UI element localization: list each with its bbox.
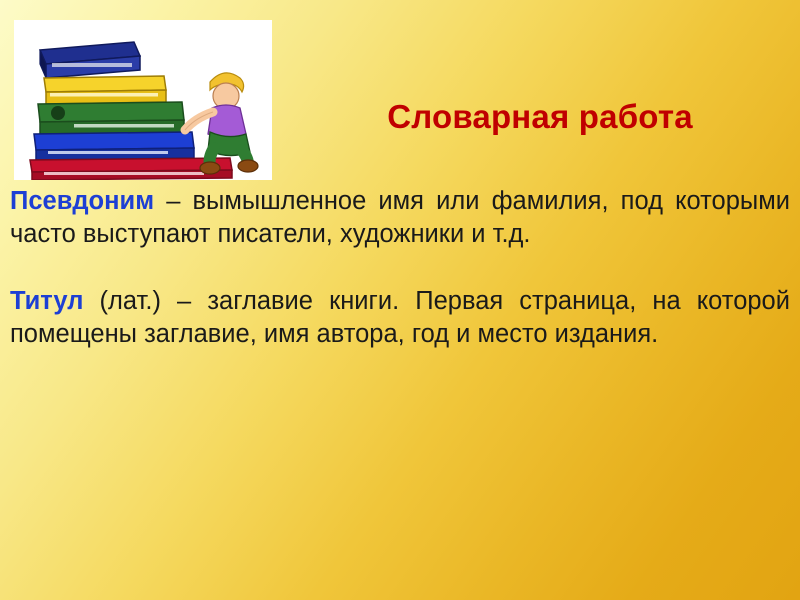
page-title: Словарная работа xyxy=(387,98,693,135)
definition-paragraph-titul xyxy=(10,285,790,351)
book-yellow-upper xyxy=(44,76,166,104)
vocabulary-definitions xyxy=(10,185,790,352)
books-illustration-svg xyxy=(14,20,272,180)
term-titul: Титул xyxy=(10,287,84,316)
book-blue-lower xyxy=(34,132,194,160)
stack-of-books-with-climbing-child-illustration xyxy=(14,20,272,180)
definition-paragraph-pseudonym xyxy=(10,185,790,251)
term-pseudonym: Псевдоним xyxy=(10,187,155,215)
book-green xyxy=(38,102,184,134)
definition-text-titul: (лат.) – заглавие книги. Первая страница, на которой помещены заглавие, имя автора, год и место издания. xyxy=(10,287,790,349)
definition-text-pseudonym: – вымышленное имя или фамилия, под которыми часто выступают писатели, художники и т.д. xyxy=(10,187,790,249)
